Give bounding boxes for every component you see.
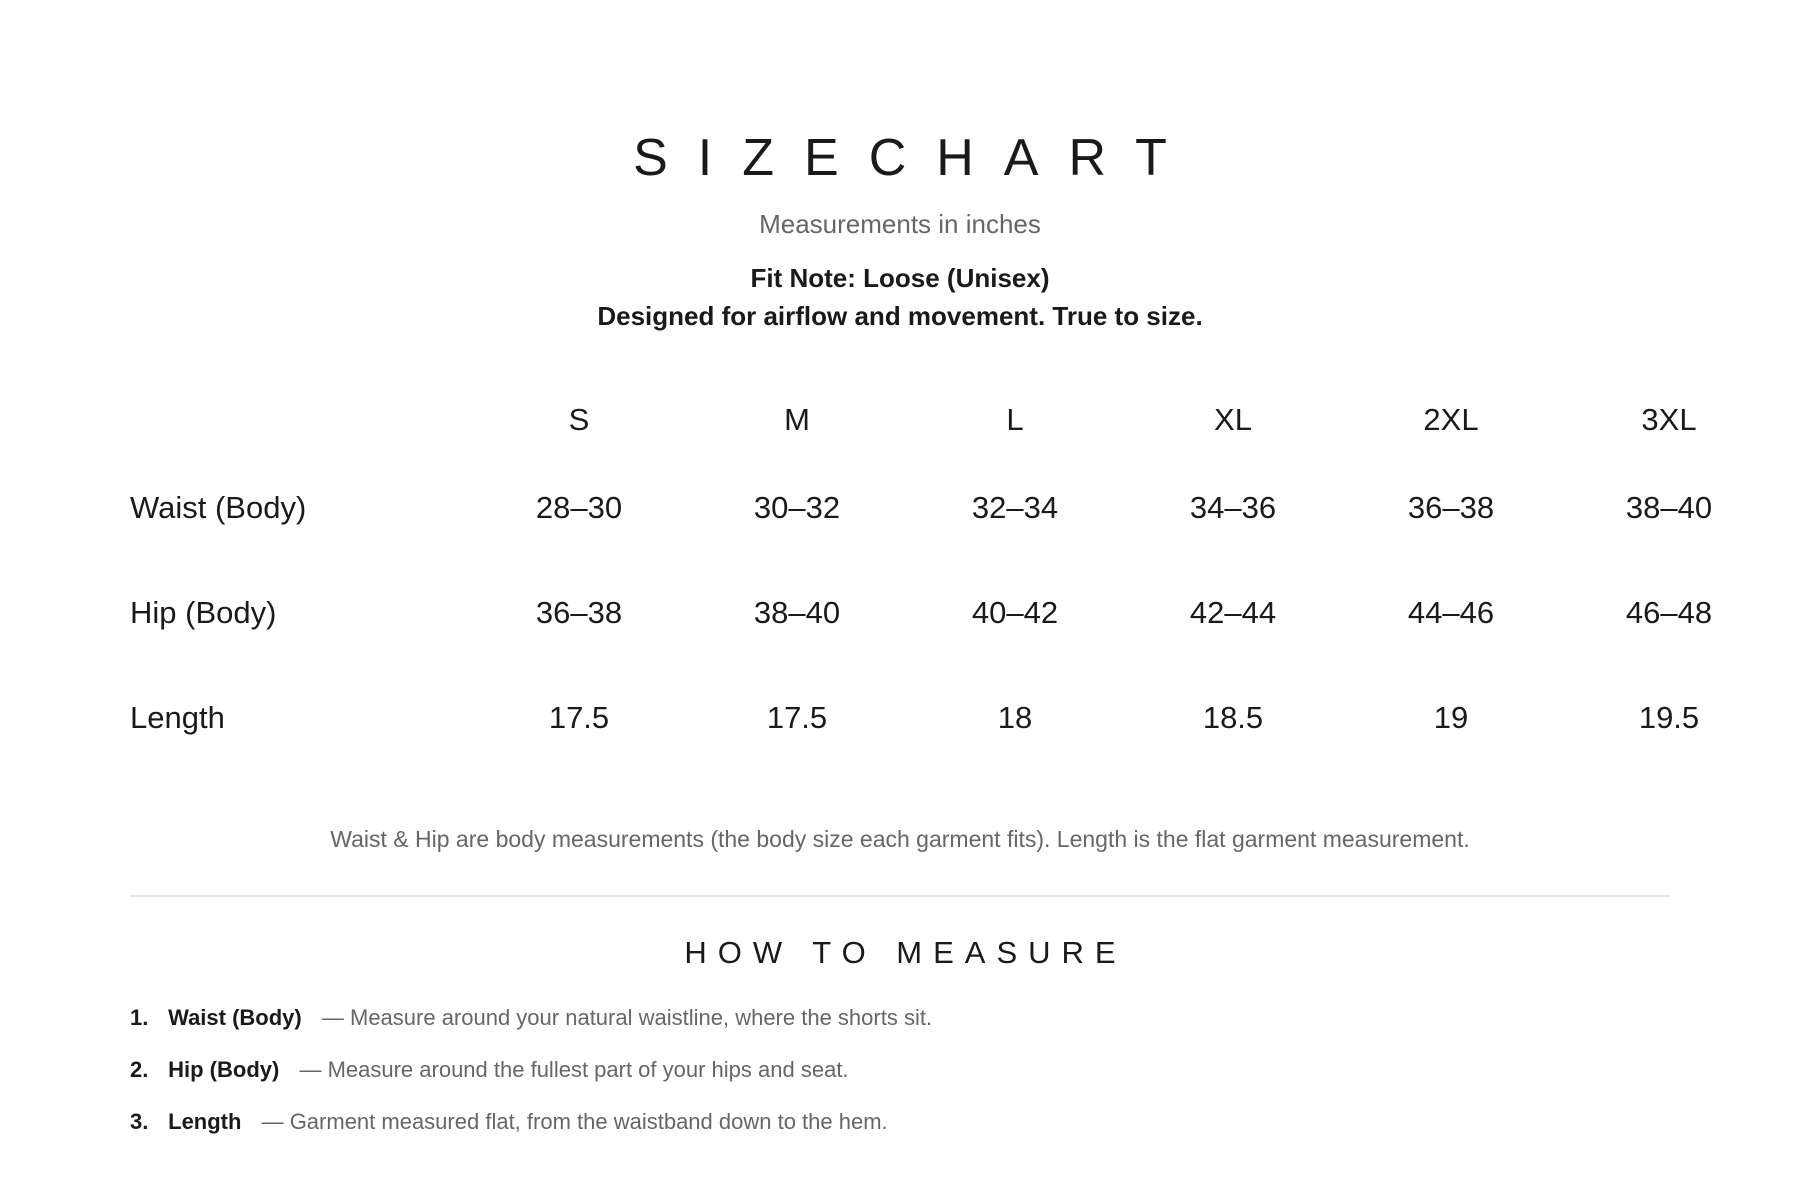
list-item: [130, 1107, 1670, 1159]
step-number: 2.: [130, 1057, 149, 1082]
size-header-2xl: 2XL: [1423, 402, 1479, 437]
table-cell: 38–40: [1625, 489, 1713, 525]
table-cell: 44–46: [1407, 594, 1495, 630]
list-item: [130, 1055, 1670, 1107]
size-header-3xl: 3XL: [1641, 402, 1697, 437]
table-cell: 42–44: [1189, 594, 1277, 630]
size-header-s: S: [568, 402, 590, 437]
table-cell: 36–38: [535, 594, 623, 630]
table-cell: 17.5: [548, 699, 610, 735]
table-cell: 36–38: [1407, 489, 1495, 525]
table-cell: 38–40: [753, 594, 841, 630]
table-cell: 28–30: [535, 489, 623, 525]
how-to-measure-title: HOW TO MEASURE: [684, 935, 1127, 970]
fit-note-detail: Designed for airflow and movement. True to size.: [597, 301, 1203, 331]
how-to-measure-list: [130, 1003, 1670, 1159]
page-title: SIZECHART: [633, 129, 1197, 187]
table-cell: 18: [997, 699, 1033, 735]
step-name: Waist (Body): [168, 1005, 302, 1030]
section-divider: [130, 895, 1670, 897]
table-cell: 32–34: [971, 489, 1059, 525]
step-description: — Measure around your natural waistline, where the shorts sit.: [321, 1005, 933, 1030]
step-name: Length: [168, 1109, 242, 1134]
size-header-xl: XL: [1214, 402, 1252, 437]
table-cell: 34–36: [1189, 489, 1277, 525]
page-subtitle: Measurements in inches: [759, 209, 1041, 239]
table-row-hip: [130, 560, 1778, 665]
step-number: 1.: [130, 1005, 149, 1030]
table-cell: 18.5: [1202, 699, 1264, 735]
table-row-length: [130, 665, 1778, 770]
row-label-length: Length: [130, 699, 225, 735]
table-row-waist: [130, 455, 1778, 560]
step-name: Hip (Body): [168, 1057, 280, 1082]
table-cell: 19: [1433, 699, 1469, 735]
list-item: [130, 1003, 1670, 1055]
size-header-l: L: [1006, 402, 1024, 437]
step-description: — Garment measured flat, from the waistband down to the hem.: [261, 1109, 888, 1134]
table-cell: 40–42: [971, 594, 1059, 630]
table-cell: 30–32: [753, 489, 841, 525]
row-label-hip: Hip (Body): [130, 594, 277, 630]
size-table: [130, 385, 1778, 770]
step-description: — Measure around the fullest part of your hips and seat.: [299, 1057, 849, 1082]
size-header-m: M: [784, 402, 810, 437]
row-label-waist: Waist (Body): [130, 489, 307, 525]
table-cell: 17.5: [766, 699, 828, 735]
table-cell: 46–48: [1625, 594, 1713, 630]
fit-note-heading: Fit Note: Loose (Unisex): [750, 263, 1050, 293]
measurement-note: Waist & Hip are body measurements (the body size each garment fits). Length is the flat garment measurement.: [330, 826, 1470, 852]
step-number: 3.: [130, 1109, 149, 1134]
table-cell: 19.5: [1638, 699, 1700, 735]
row-label-header: [130, 385, 470, 455]
size-header-row: [130, 385, 1778, 455]
